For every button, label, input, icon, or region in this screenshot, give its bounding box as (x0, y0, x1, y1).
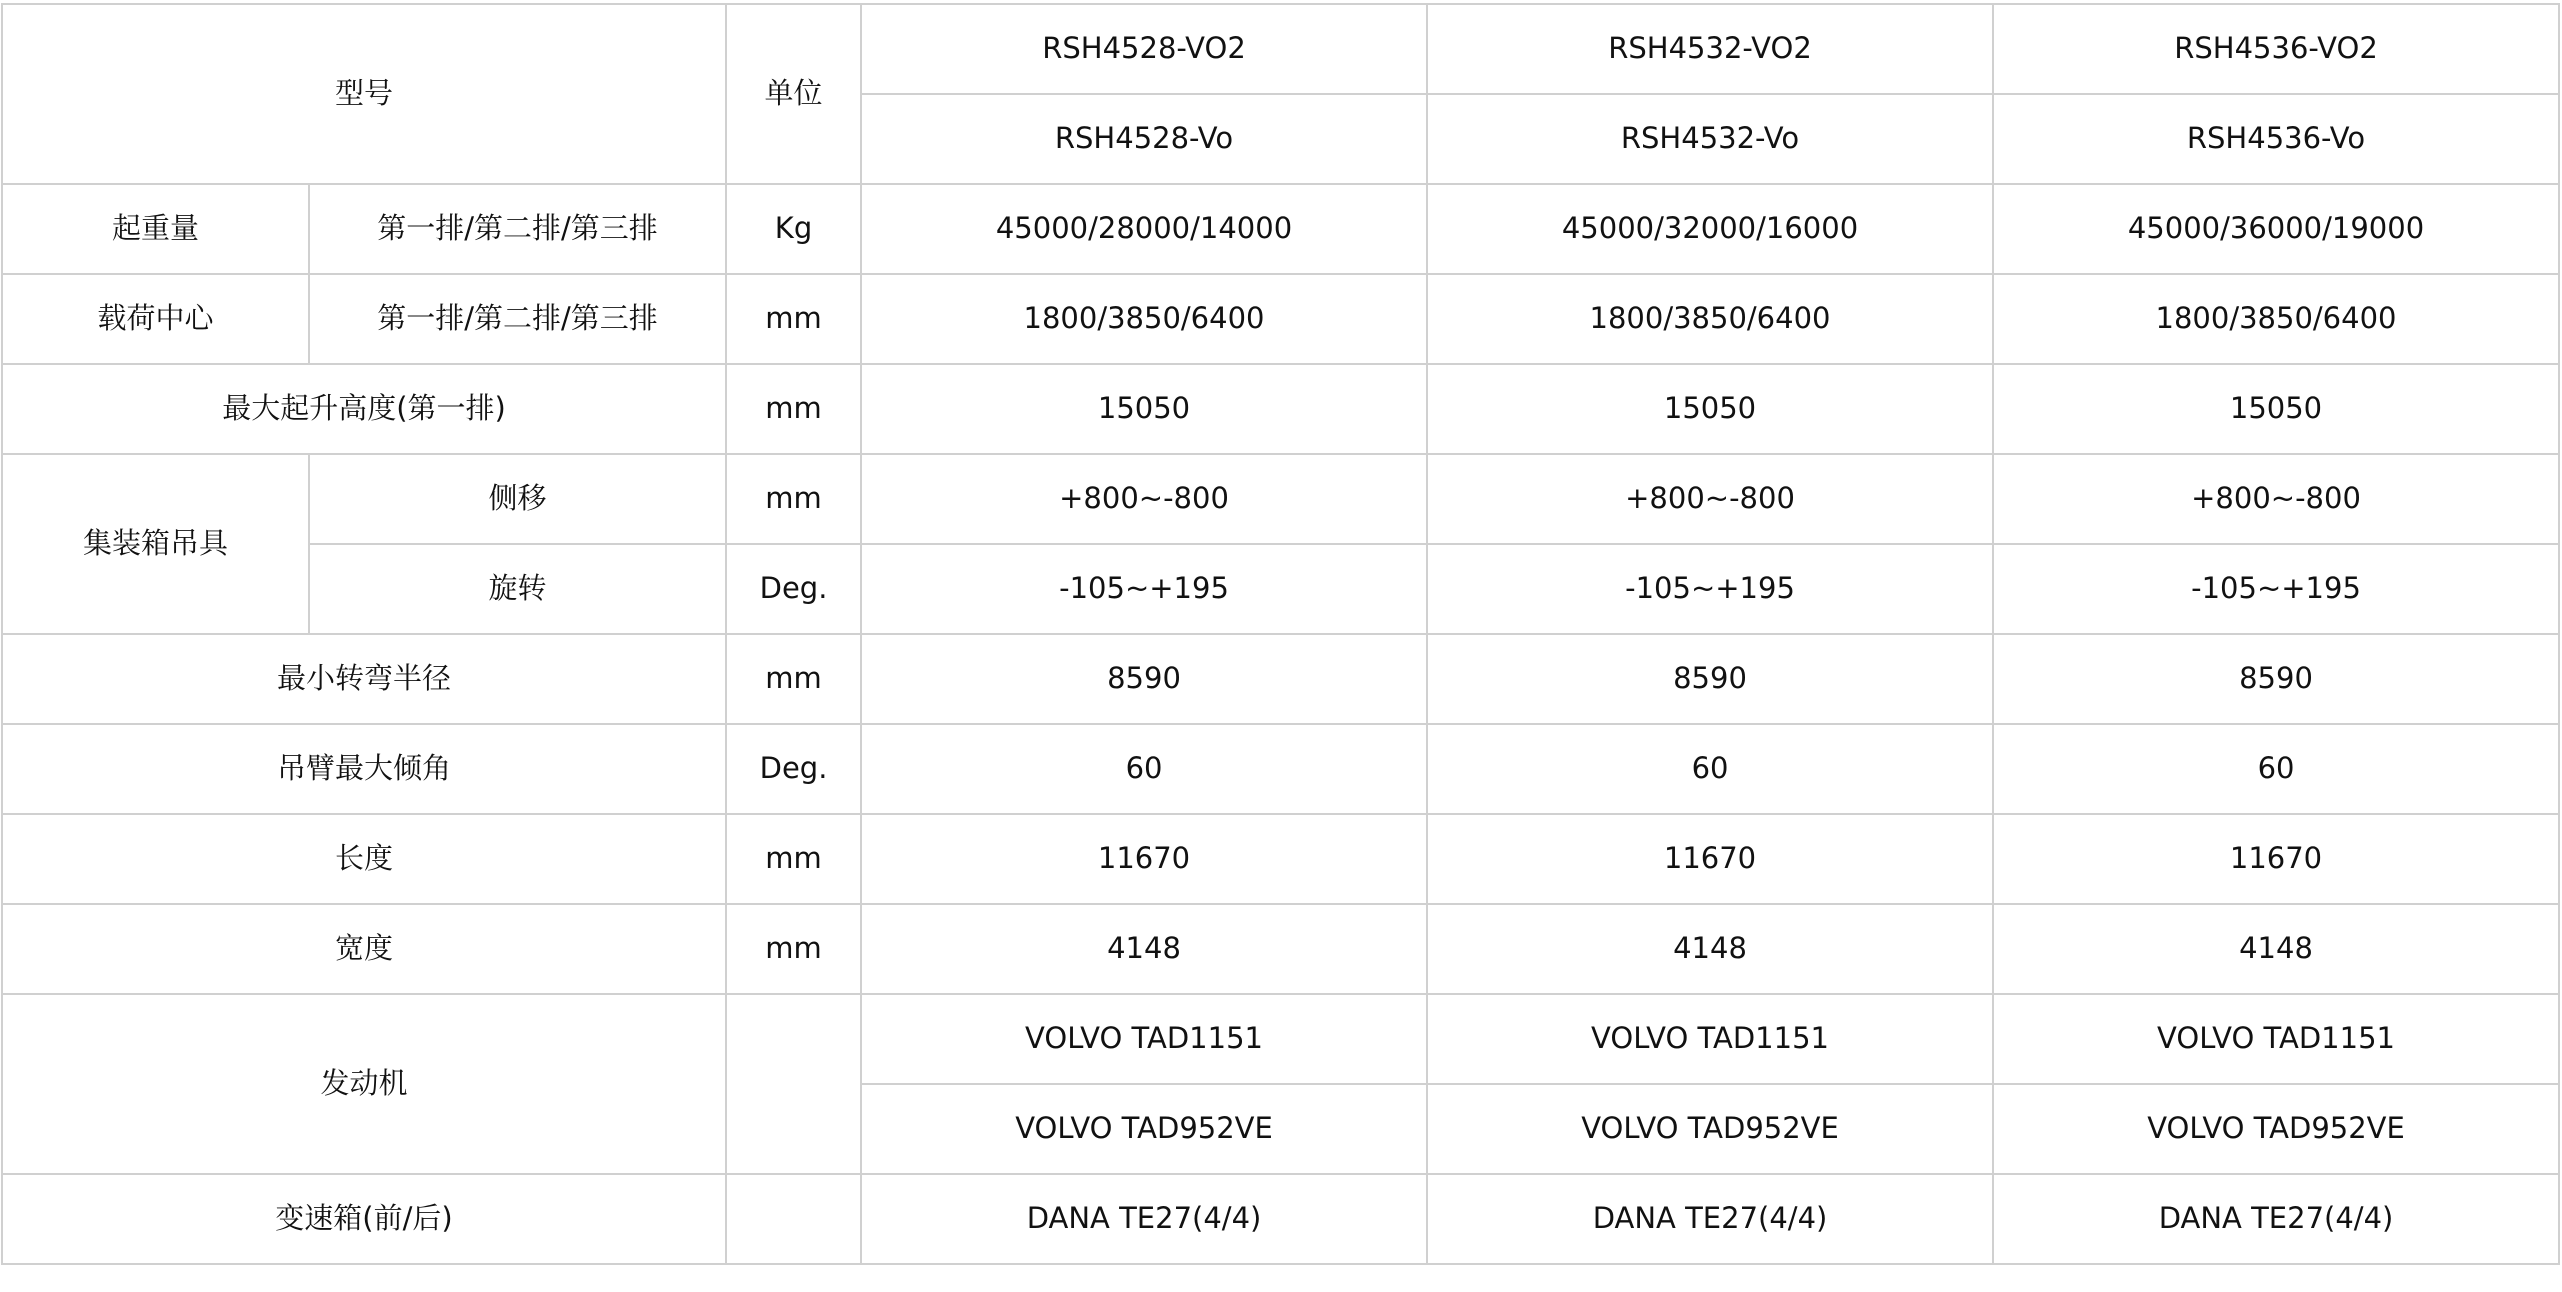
table-row-min-turning-radius (2, 634, 2559, 724)
value-cell: 60 (1993, 724, 2559, 814)
value-cell: 45000/28000/14000 (861, 184, 1427, 274)
model-name-cell: RSH4528-VO2 (861, 4, 1427, 94)
row-label: 长度 (2, 814, 726, 904)
unit-cell: mm (726, 364, 861, 454)
model-name-cell: RSH4532-Vo (1427, 94, 1993, 184)
value-cell: 1800/3850/6400 (1427, 274, 1993, 364)
table-row-model-1 (2, 4, 2559, 94)
value-cell: 45000/32000/16000 (1427, 184, 1993, 274)
value-cell: 8590 (861, 634, 1427, 724)
unit-cell: mm (726, 634, 861, 724)
value-cell: VOLVO TAD952VE (1427, 1084, 1993, 1174)
row-label: 起重量 (2, 184, 309, 274)
row-sub-label: 侧移 (309, 454, 726, 544)
value-cell: -105~+195 (1427, 544, 1993, 634)
unit-cell: mm (726, 454, 861, 544)
unit-cell (726, 1174, 861, 1264)
model-name-cell: RSH4532-VO2 (1427, 4, 1993, 94)
unit-cell (726, 994, 861, 1174)
row-label: 宽度 (2, 904, 726, 994)
value-cell: 60 (1427, 724, 1993, 814)
value-cell: DANA TE27(4/4) (1427, 1174, 1993, 1264)
value-cell: 11670 (1993, 814, 2559, 904)
row-sub-label: 第一排/第二排/第三排 (309, 184, 726, 274)
value-cell: 4148 (1993, 904, 2559, 994)
table-row-width (2, 904, 2559, 994)
value-cell: 8590 (1427, 634, 1993, 724)
row-label: 载荷中心 (2, 274, 309, 364)
value-cell: +800~-800 (1427, 454, 1993, 544)
row-label: 最大起升高度(第一排) (2, 364, 726, 454)
model-name-cell: RSH4536-Vo (1993, 94, 2559, 184)
value-cell: VOLVO TAD1151 (1427, 994, 1993, 1084)
model-name-cell: RSH4528-Vo (861, 94, 1427, 184)
value-cell: VOLVO TAD952VE (1993, 1084, 2559, 1174)
value-cell: VOLVO TAD952VE (861, 1084, 1427, 1174)
table-row-length (2, 814, 2559, 904)
table-row-max-boom-angle (2, 724, 2559, 814)
value-cell: DANA TE27(4/4) (1993, 1174, 2559, 1264)
row-label: 集装箱吊具 (2, 454, 309, 634)
table-row-max-lift-height (2, 364, 2559, 454)
unit-cell: mm (726, 904, 861, 994)
value-cell: +800~-800 (1993, 454, 2559, 544)
value-cell: 1800/3850/6400 (861, 274, 1427, 364)
model-name-cell: RSH4536-VO2 (1993, 4, 2559, 94)
row-sub-label: 旋转 (309, 544, 726, 634)
model-header-label: 型号 (2, 4, 726, 184)
value-cell: -105~+195 (861, 544, 1427, 634)
value-cell: 45000/36000/19000 (1993, 184, 2559, 274)
value-cell: -105~+195 (1993, 544, 2559, 634)
value-cell: 4148 (1427, 904, 1993, 994)
row-label: 最小转弯半径 (2, 634, 726, 724)
value-cell: +800~-800 (861, 454, 1427, 544)
unit-cell: mm (726, 274, 861, 364)
value-cell: VOLVO TAD1151 (861, 994, 1427, 1084)
value-cell: VOLVO TAD1151 (1993, 994, 2559, 1084)
table-row-engine-1 (2, 994, 2559, 1084)
value-cell: DANA TE27(4/4) (861, 1174, 1427, 1264)
value-cell: 60 (861, 724, 1427, 814)
row-label: 变速箱(前/后) (2, 1174, 726, 1264)
value-cell: 8590 (1993, 634, 2559, 724)
spec-table (1, 3, 2560, 1265)
row-label: 发动机 (2, 994, 726, 1174)
value-cell: 11670 (861, 814, 1427, 904)
table-row-rotation (2, 544, 2559, 634)
unit-header-label: 单位 (726, 4, 861, 184)
value-cell: 1800/3850/6400 (1993, 274, 2559, 364)
row-sub-label: 第一排/第二排/第三排 (309, 274, 726, 364)
table-row-transmission (2, 1174, 2559, 1264)
table-row-side-shift (2, 454, 2559, 544)
value-cell: 4148 (861, 904, 1427, 994)
row-label: 吊臂最大倾角 (2, 724, 726, 814)
value-cell: 15050 (1993, 364, 2559, 454)
unit-cell: Deg. (726, 544, 861, 634)
table-row-load-center (2, 274, 2559, 364)
value-cell: 15050 (1427, 364, 1993, 454)
unit-cell: Deg. (726, 724, 861, 814)
unit-cell: mm (726, 814, 861, 904)
value-cell: 11670 (1427, 814, 1993, 904)
value-cell: 15050 (861, 364, 1427, 454)
unit-cell: Kg (726, 184, 861, 274)
table-row-lift-capacity (2, 184, 2559, 274)
